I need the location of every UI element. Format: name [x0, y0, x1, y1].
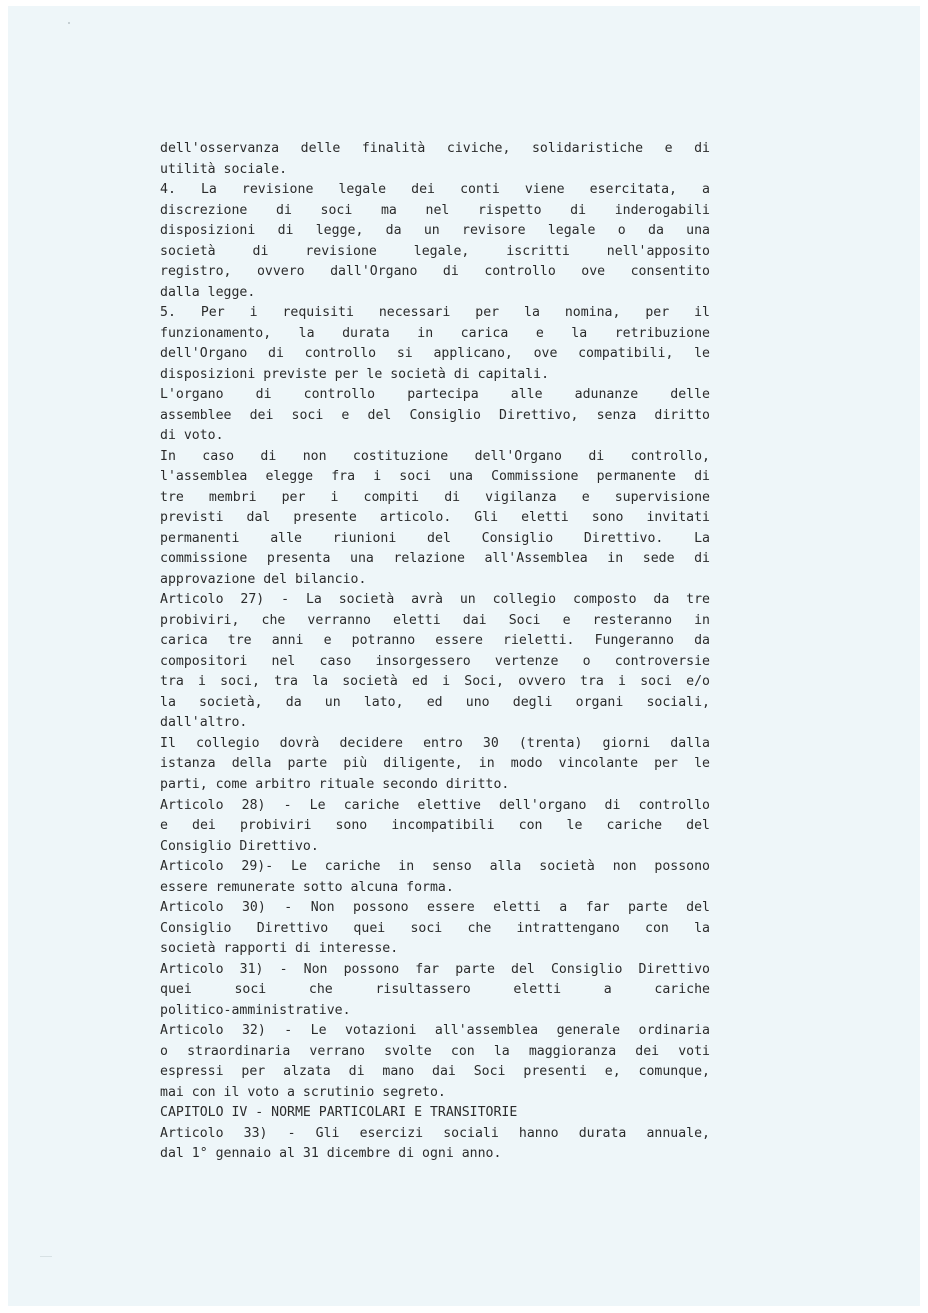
document-line: Articolo 28) - Le cariche elettive dell'organo di controllo [160, 797, 710, 813]
document-line: società rapporti di interesse. [160, 941, 399, 957]
document-line: previsti dal presente articolo. Gli eletti sono invitati [160, 510, 710, 526]
document-line: L'organo di controllo partecipa alle adunanze delle [160, 387, 710, 403]
document-line: o straordinaria verrano svolte con la maggioranza dei voti [160, 1043, 710, 1059]
document-line: Articolo 31) - Non possono far parte del Consiglio Direttivo [160, 961, 710, 977]
document-line: carica tre anni e potranno essere rieletti. Fungeranno da [160, 633, 710, 649]
scan-edge-mark [40, 1256, 52, 1257]
document-line: dell'Organo di controllo si applicano, ove compatibili, le [160, 346, 710, 362]
document-line: politico-amministrative. [160, 1002, 351, 1018]
document-line: la società, da un lato, ed uno degli organi sociali, [160, 694, 710, 710]
scanned-page [8, 6, 920, 1306]
document-line: Articolo 30) - Non possono essere eletti a far parte del [160, 900, 710, 916]
document-line: l'assemblea elegge fra i soci una Commissione permanente di [160, 469, 710, 485]
document-line: parti, come arbitro rituale secondo diritto. [160, 776, 510, 792]
document-line: CAPITOLO IV - NORME PARTICOLARI E TRANSITORIE [160, 1105, 518, 1121]
document-line: Articolo 32) - Le votazioni all'assemblea generale ordinaria [160, 1023, 710, 1039]
document-line: disposizioni previste per le società di capitali. [160, 366, 550, 382]
document-body [160, 139, 710, 1165]
document-line: disposizioni di legge, da un revisore legale o da una [160, 223, 710, 239]
document-line: essere remunerate sotto alcuna forma. [160, 879, 454, 895]
document-line: dal 1° gennaio al 31 dicembre di ogni anno. [160, 1146, 502, 1162]
document-line: In caso di non costituzione dell'Organo di controllo, [160, 448, 710, 464]
document-line: approvazione del bilancio. [160, 571, 367, 587]
document-line: Consiglio Direttivo quei soci che intrattengano con la [160, 920, 710, 936]
document-line: quei soci che risultassero eletti a cariche [160, 982, 710, 998]
document-line: di voto. [160, 428, 224, 444]
document-line: dalla legge. [160, 284, 256, 300]
document-line: Articolo 29)- Le cariche in senso alla società non possono [160, 859, 710, 875]
document-line: 4. La revisione legale dei conti viene esercitata, a [160, 182, 710, 198]
document-line: Articolo 27) - La società avrà un collegio composto da tre [160, 592, 710, 608]
document-line: dell'osservanza delle finalità civiche, solidaristiche e di [160, 141, 710, 156]
document-line: compositori nel caso insorgessero vertenze o controversie [160, 653, 710, 669]
scan-speck [68, 22, 70, 24]
document-line: tre membri per i compiti di vigilanza e supervisione [160, 489, 710, 505]
document-line: Il collegio dovrà decidere entro 30 (trenta) giorni dalla [160, 735, 710, 751]
document-line: espressi per alzata di mano dai Soci presenti e, comunque, [160, 1064, 710, 1080]
document-line: mai con il voto a scrutinio segreto. [160, 1084, 446, 1100]
document-line: funzionamento, la durata in carica e la retribuzione [160, 325, 710, 341]
document-line: società di revisione legale, iscritti nell'apposito [160, 243, 710, 259]
document-line: discrezione di soci ma nel rispetto di inderogabili [160, 202, 710, 218]
document-line: istanza della parte più diligente, in modo vincolante per le [160, 756, 710, 772]
document-line: assemblee dei soci e del Consiglio Direttivo, senza diritto [160, 407, 710, 423]
document-line: permanenti alle riunioni del Consiglio Direttivo. La [160, 530, 710, 546]
document-line: registro, ovvero dall'Organo di controllo ove consentito [160, 264, 710, 280]
document-line: e dei probiviri sono incompatibili con le cariche del [160, 818, 710, 834]
document-line: utilità sociale. [160, 161, 288, 177]
document-line: Articolo 33) - Gli esercizi sociali hanno durata annuale, [160, 1125, 710, 1141]
document-line: 5. Per i requisiti necessari per la nomina, per il [160, 305, 710, 321]
document-line: probiviri, che verranno eletti dai Soci e resteranno in [160, 612, 710, 628]
document-line: commissione presenta una relazione all'Assemblea in sede di [160, 551, 710, 567]
document-line: Consiglio Direttivo. [160, 838, 319, 854]
document-line: tra i soci, tra la società ed i Soci, ovvero tra i soci e/o [160, 674, 710, 690]
document-line: dall'altro. [160, 715, 248, 731]
